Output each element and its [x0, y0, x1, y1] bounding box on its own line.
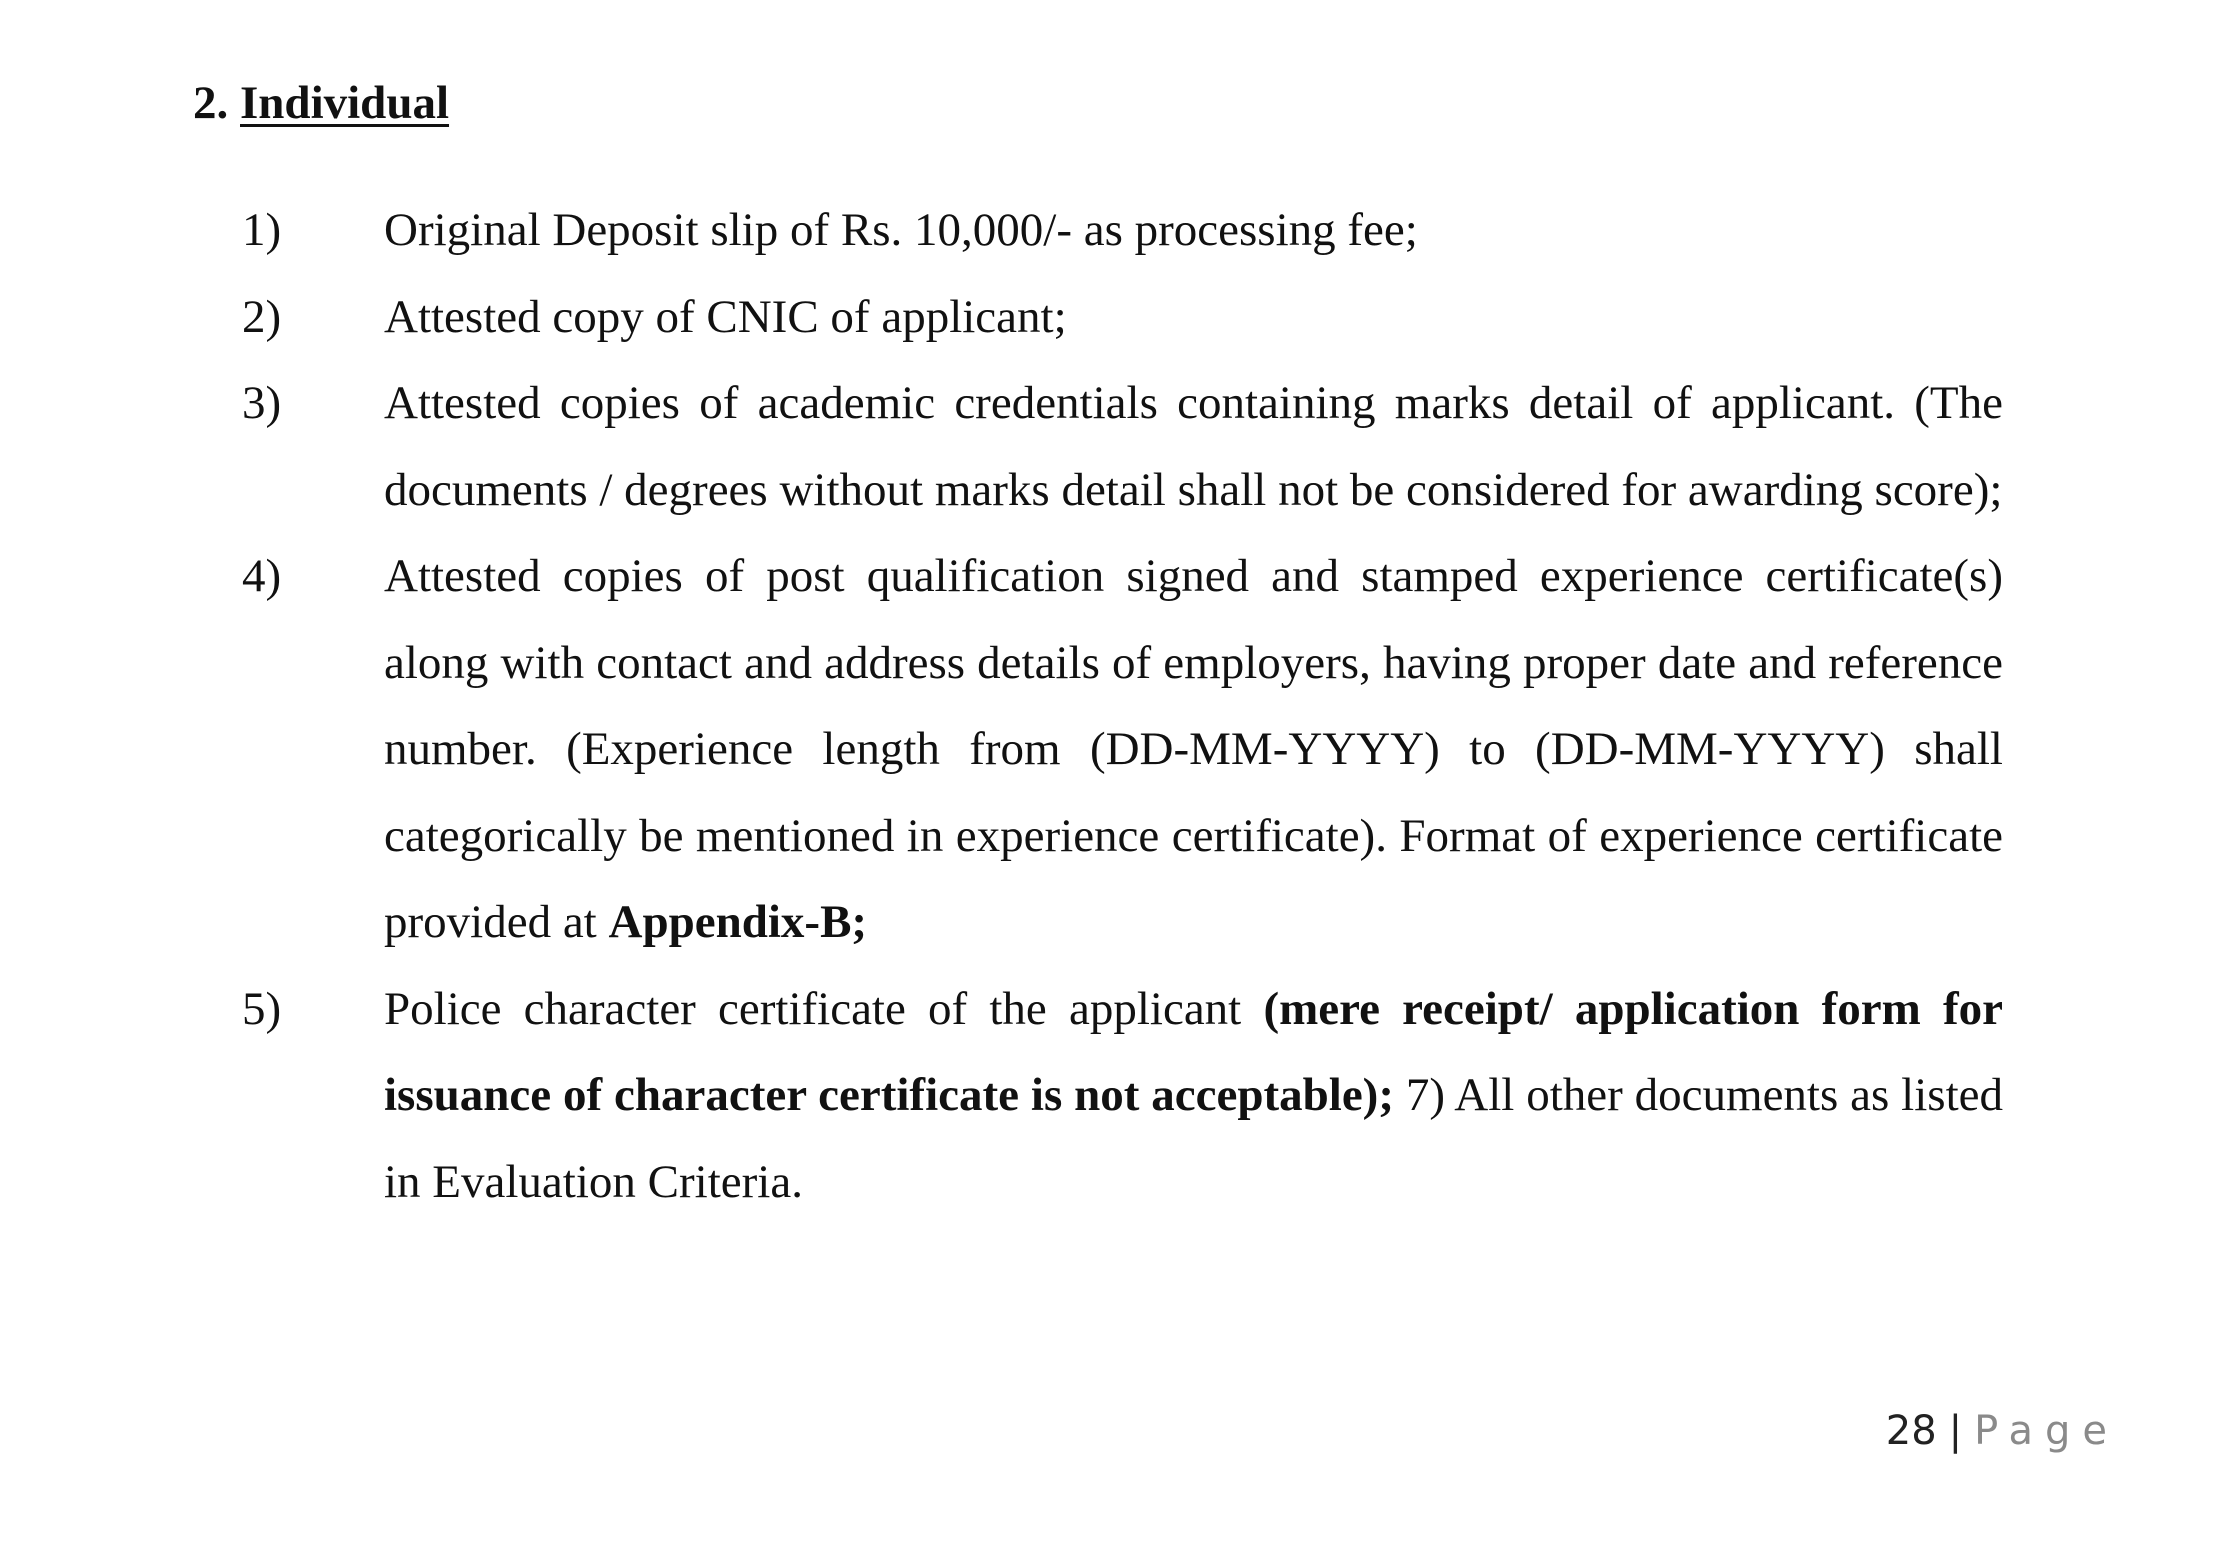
list-item	[0, 360, 2219, 533]
requirements-list	[0, 187, 2219, 1225]
list-item-number: 4)	[242, 550, 282, 602]
list-item-text: Attested copies of academic credentials containing marks detail of applicant. (The documents / degrees without marks detail shall not be considered for awarding score);	[384, 377, 2003, 516]
page-footer	[1886, 1408, 2119, 1454]
page-number: 28	[1885, 1408, 1937, 1454]
list-item	[0, 966, 2219, 1226]
list-item-number: 5)	[242, 982, 282, 1035]
list-item-number: 3)	[242, 377, 282, 429]
list-item-text: Original Deposit slip of Rs. 10,000/- as processing fee;	[384, 204, 1418, 256]
list-item-text	[384, 533, 2003, 966]
list-item	[0, 533, 2219, 966]
footer-separator: |	[1948, 1408, 1963, 1454]
list-item	[0, 274, 2219, 361]
list-item-number: 2)	[242, 290, 282, 343]
list-item-text	[384, 966, 2003, 1226]
list-item	[0, 187, 2219, 274]
section-heading	[193, 78, 449, 130]
list-item-number: 1)	[242, 204, 282, 256]
list-item-text-main: Attested copies of post qualification signed and stamped experience certificate(s) along with contact and address details of employers, having proper date and reference number. (Experience length from (DD-MM-YYYY) to (DD-MM-YYYY) shall categorically be mentioned in experience certificate). Format of experience certificate provided at	[384, 550, 2003, 948]
appendix-reference: Appendix-B;	[608, 896, 868, 948]
list-item-text-post: 7) All other documents as listed in Evaluation Criteria.	[384, 1069, 2003, 1208]
section-number: 2.	[193, 77, 229, 129]
page-label: Page	[1974, 1408, 2119, 1454]
list-item-text-pre: Police character certificate of the applicant	[384, 982, 1264, 1035]
section-title: Individual	[240, 77, 450, 129]
list-item-bold-note: (mere receipt/ application form for issuance of character certificate is not acceptable);	[384, 982, 2003, 1121]
list-item-text: Attested copy of CNIC of applicant;	[384, 290, 1067, 343]
